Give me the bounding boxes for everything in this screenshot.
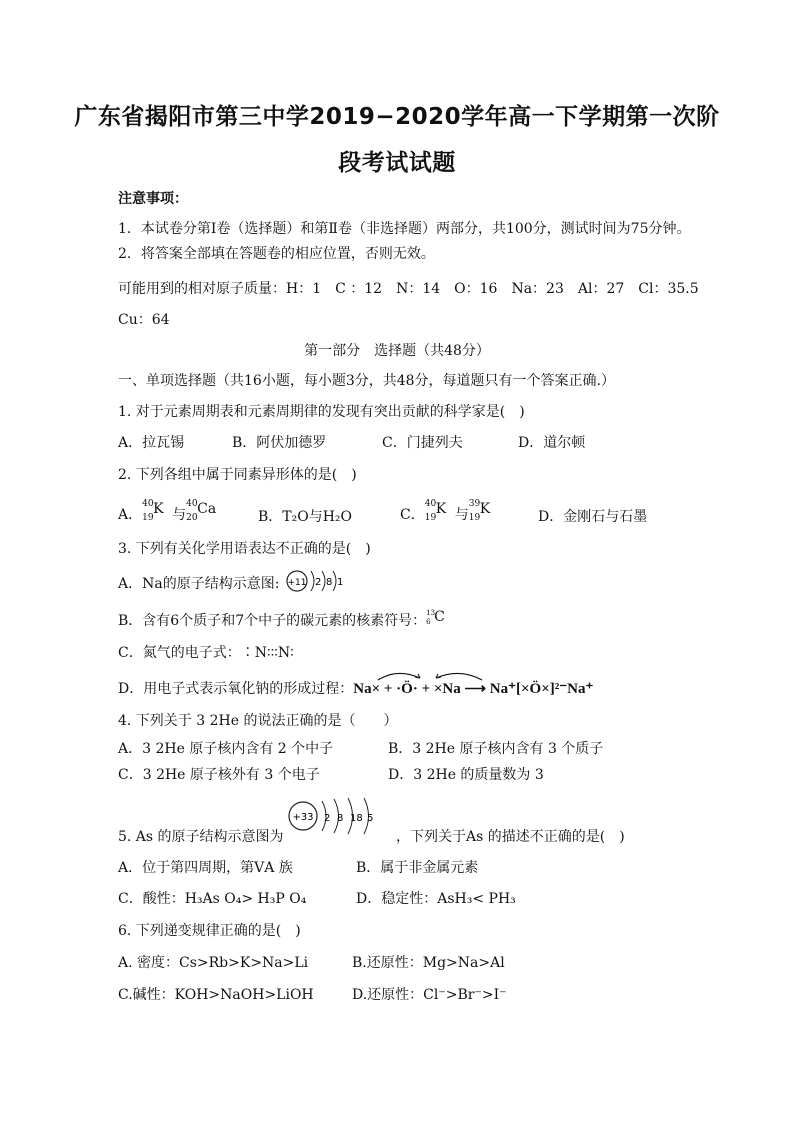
q3-option-c: C．氮气的电子式：∶N∶∶∶N∶ xyxy=(118,645,294,661)
na2o-formation-formula: Na× + ·Ö· + ×Na ⟶ Na⁺[×Ö×]²⁻Na⁺ xyxy=(353,681,594,697)
q1-option-a: A．拉瓦锡 xyxy=(118,435,185,451)
q3-option-b: B．含有6个质子和7个中子的碳元素的核素符号： 13 6 C xyxy=(118,609,445,629)
q1-option-c: C．门捷列夫 xyxy=(382,435,463,451)
section-instructions: 一、单项选择题（共16小题，每小题3分，共48分，每道题只有一个答案正确.） xyxy=(118,373,615,389)
nuclide-c13: 13 6 C xyxy=(426,609,445,626)
q5-stem-start: 5. As 的原子结构示意图为 xyxy=(118,829,284,845)
isotope-k40b: 40 19 K xyxy=(424,499,447,523)
exam-title-line1: 广东省揭阳市第三中学2019−2020学年高一下学期第一次阶 xyxy=(74,104,720,130)
q2-option-a: A． 40 19 K 与 40 20 Ca xyxy=(118,504,222,525)
part1-heading: 第一部分 选择题（共48分） xyxy=(304,343,490,359)
q5-stem-end: ，下列关于As 的描述不正确的是( ) xyxy=(396,829,625,845)
notice-heading: 注意事项： xyxy=(118,191,188,207)
q6-option-c: C.碱性：KOH>NaOH>LiOH xyxy=(118,987,314,1003)
q4-option-a: A．3 2He 原子核内含有 2 个中子 xyxy=(118,741,334,757)
svg-text:1: 1 xyxy=(337,577,344,588)
q4-option-c: C．3 2He 原子核外有 3 个电子 xyxy=(118,767,320,783)
atomic-masses-line2: Cu：64 xyxy=(118,312,170,328)
q4-option-b: B．3 2He 原子核内含有 3 个质子 xyxy=(388,741,604,757)
q3-option-d: D．用电子式表示氧化钠的形成过程：Na× + ·Ö· + ×Na ⟶ Na⁺[×Ö×]²⁻Na⁺ xyxy=(118,681,594,697)
q2-option-a-label: A． xyxy=(118,507,143,523)
notice-item-2: 2．将答案全部填在答题卷的相应位置，否则无效。 xyxy=(118,246,435,262)
svg-text:2: 2 xyxy=(315,577,322,588)
q3-stem: 3. 下列有关化学用语表达不正确的是( ) xyxy=(118,541,371,557)
q2-option-b: B．T₂O与H₂O xyxy=(258,509,353,525)
q6-option-b: B.还原性：Mg>Na>Al xyxy=(352,955,505,971)
q1-stem: 1. 对于元素周期表和元素周期律的发现有突出贡献的科学家是( ) xyxy=(118,404,525,420)
exam-title-line2: 段考试试题 xyxy=(338,150,456,176)
as-atomic-structure-diagram xyxy=(286,796,386,836)
q5-option-a: A．位于第四周期，第ⅤA 族 xyxy=(118,860,293,876)
atomic-masses-line1: 可能用到的相对原子质量：H：1 C ：12 N：14 O：16 Na：23 Al：27 Cl：35.5 xyxy=(118,281,699,297)
q2-option-d: D．金刚石与石墨 xyxy=(538,509,648,525)
q1-option-b: B．阿伏加德罗 xyxy=(232,435,327,451)
q3-option-a: A．Na的原子结构示意图: xyxy=(118,576,280,592)
isotope-ca40: 40 20 Ca xyxy=(186,499,217,523)
svg-text:2: 2 xyxy=(324,813,331,824)
svg-text:18: 18 xyxy=(350,813,363,824)
q2-stem: 2. 下列各组中属于同素异形体的是( ) xyxy=(118,467,357,483)
svg-text:5: 5 xyxy=(367,813,374,824)
svg-text:8: 8 xyxy=(337,813,344,824)
electron-transfer-arrows xyxy=(372,668,492,682)
na-nucleus-label: +11 xyxy=(287,578,307,588)
q5-option-b: B．属于非金属元素 xyxy=(356,860,479,876)
isotope-k39: 39 19 K xyxy=(468,499,491,523)
notice-item-1: 1．本试卷分第Ⅰ卷（选择题）和第Ⅱ卷（非选择题）两部分，共100分，测试时间为75分钟。 xyxy=(118,221,691,237)
q4-option-d: D．3 2He 的质量数为 3 xyxy=(388,767,544,783)
q5-option-d: D．稳定性：AsH₃< PH₃ xyxy=(356,891,516,907)
q6-stem: 6. 下列递变规律正确的是( ) xyxy=(118,923,301,939)
isotope-k40: 40 19 K xyxy=(142,499,164,523)
q1-option-d: D．道尔顿 xyxy=(518,435,586,451)
q2-option-c: C． 40 19 K 与 39 19 K xyxy=(400,504,499,525)
q4-stem: 4. 下列关于 3 2He 的说法正确的是（ ） xyxy=(118,713,398,729)
q6-option-d: D.还原性：Cl⁻>Br⁻>I⁻ xyxy=(352,987,507,1003)
q6-option-a: A. 密度：Cs>Rb>K>Na>Li xyxy=(118,955,309,971)
q5-option-c: C．酸性：H₃As O₄> H₃P O₄ xyxy=(118,891,307,907)
as-nucleus-label: +33 xyxy=(292,812,314,823)
svg-text:8: 8 xyxy=(326,577,333,588)
na-atomic-structure-diagram xyxy=(284,566,354,596)
